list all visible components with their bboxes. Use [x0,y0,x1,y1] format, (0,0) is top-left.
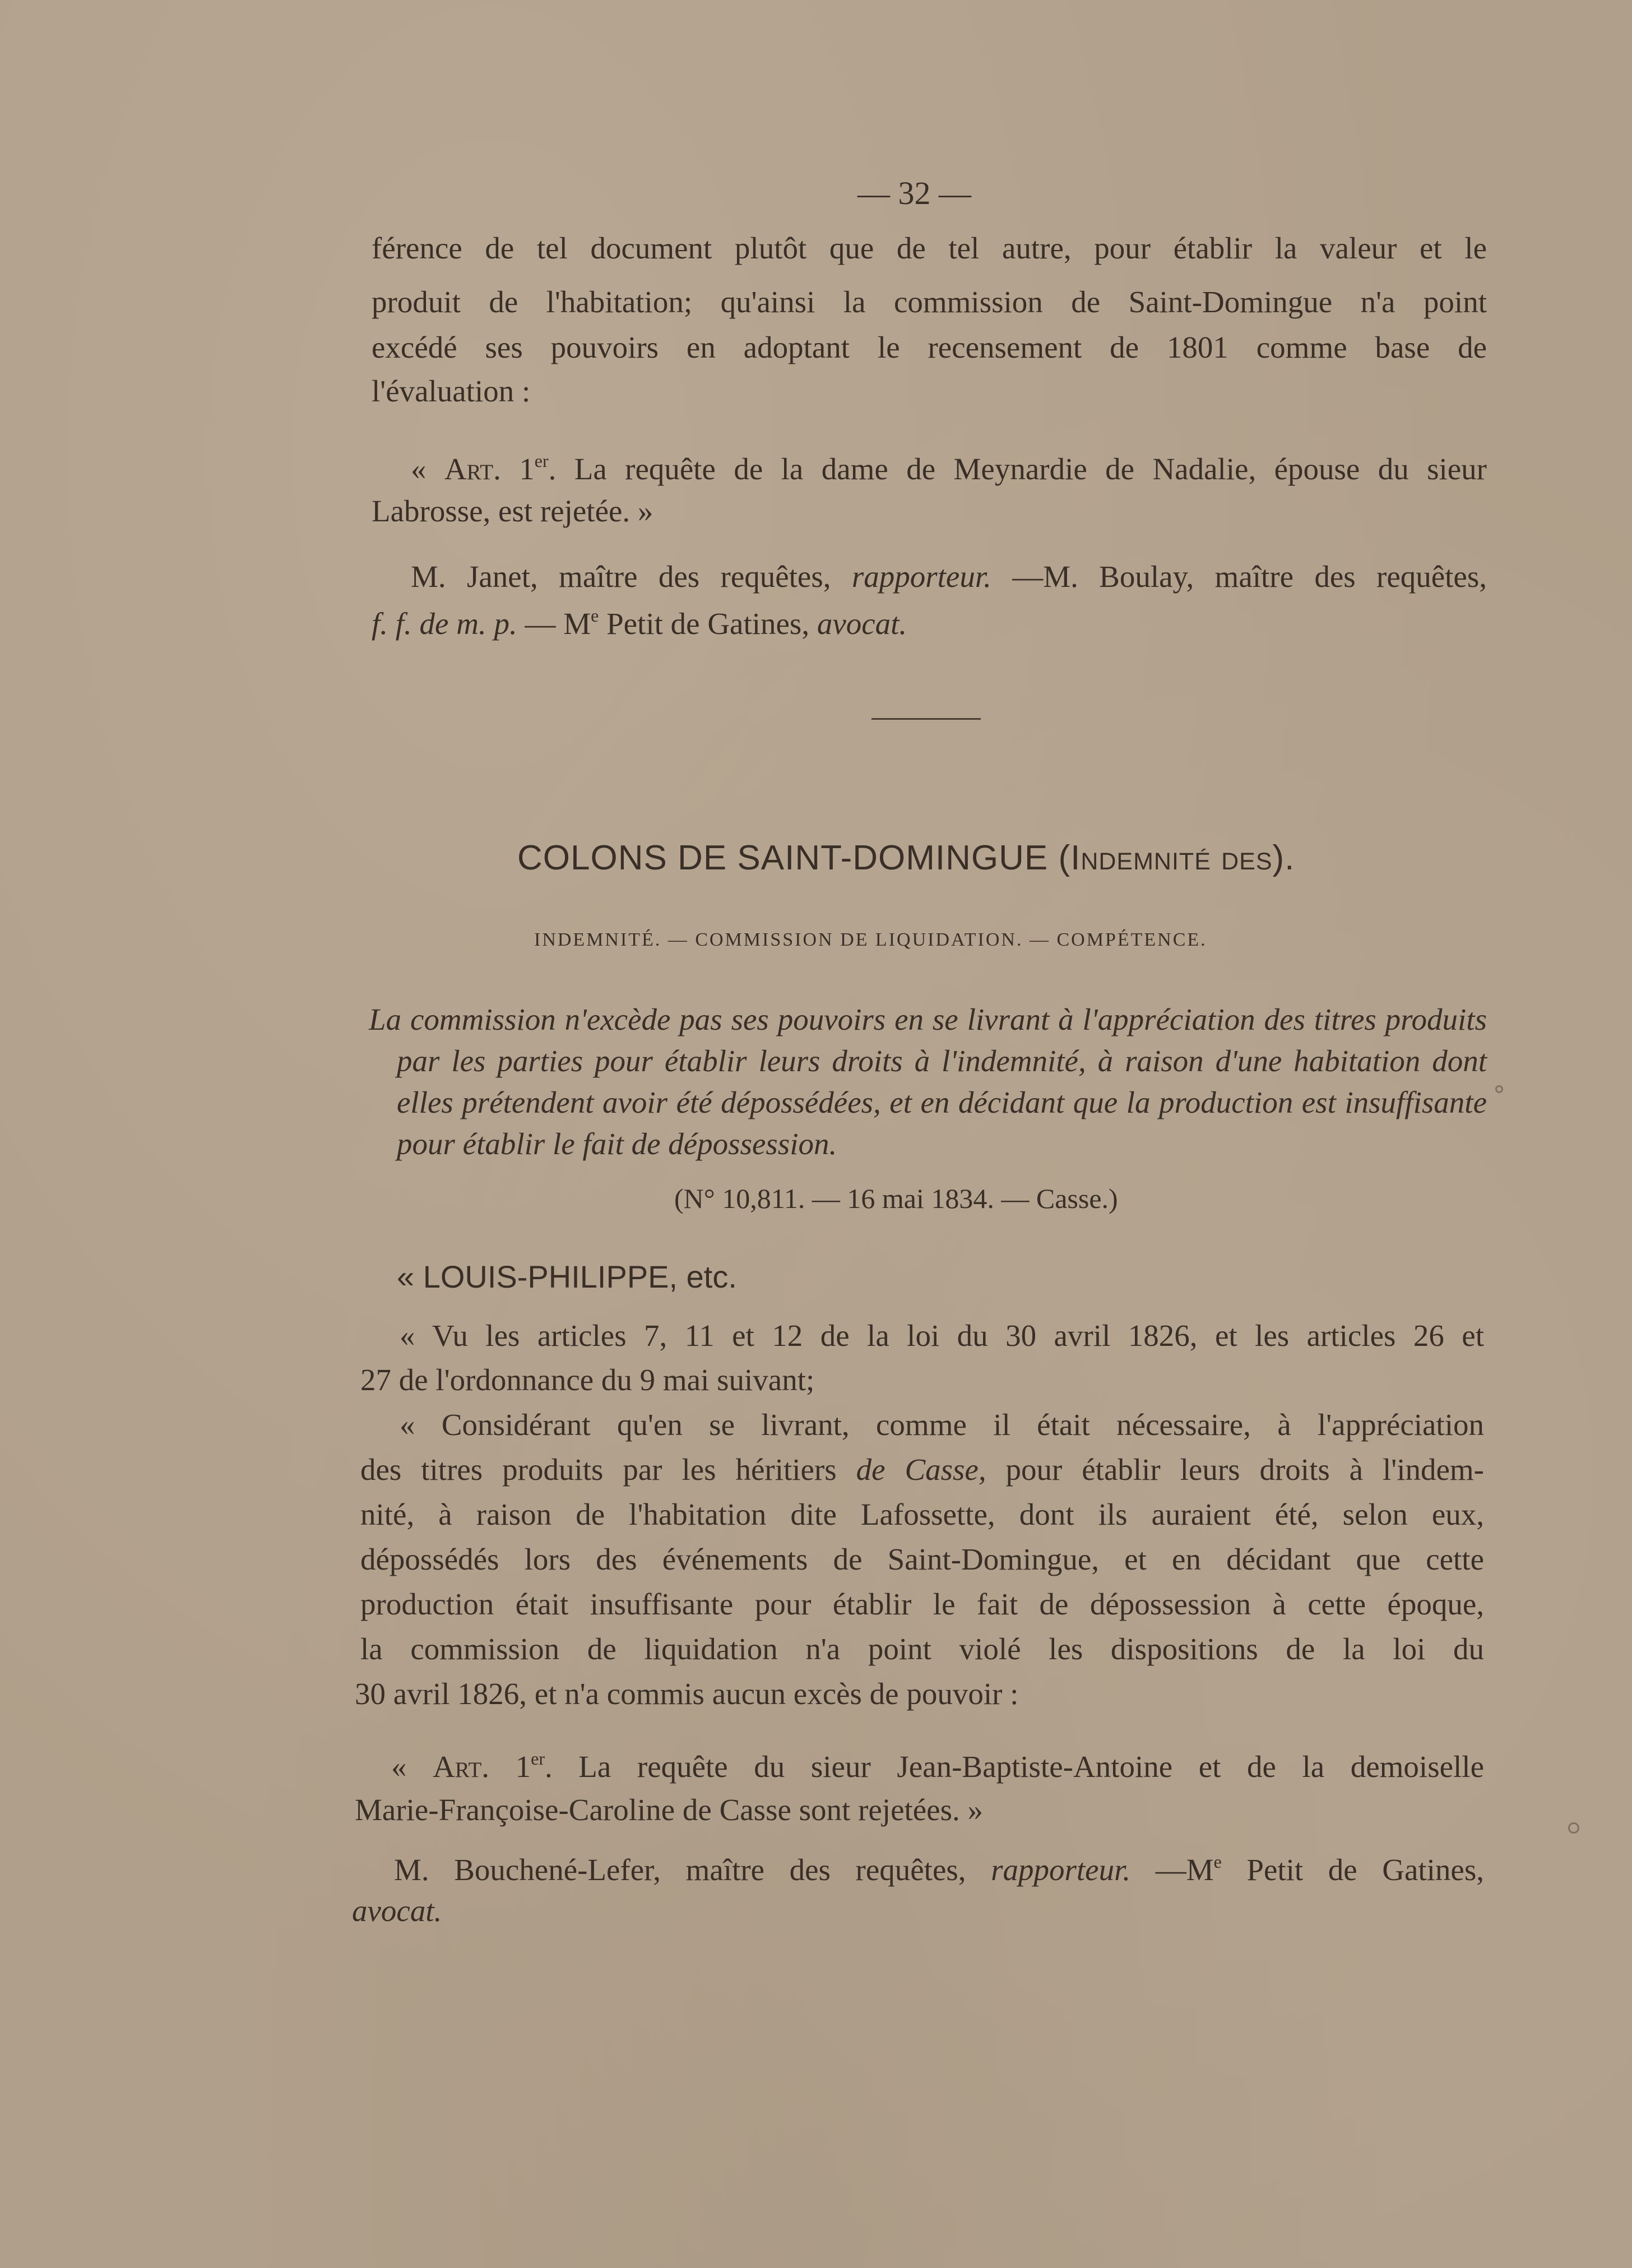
scan-mark [1568,1822,1579,1834]
text-line: 30 avril 1826, et n'a commis aucun excès de pouvoir : [355,1677,1019,1711]
credit-role: rapporteur. [991,1853,1131,1887]
credit-role: rapporteur. [851,559,991,594]
title-text: COLONS DE SAINT-DOMINGUE ( [517,839,1071,877]
article-number: 1 [500,452,535,486]
king-name: « LOUIS-PHILIPPE, etc. [397,1259,737,1294]
article-line [411,452,1487,484]
credit-text: M. Bouchené-Lefer, maître des requêtes, [394,1853,991,1887]
article-text: . La requête de la dame de Meynardie de Nadalie, épouse du sieur [548,452,1487,486]
ordinal-superscript: er [534,451,549,471]
credit-text: M. Janet, maître des requêtes, [411,559,852,594]
summary-line: par les parties pour établir leurs droits à l'indemnité, à raison d'une habitation dont [397,1044,1487,1078]
text-line: dépossédés lors des événements de Saint-Domingue, et en décidant que cette [360,1542,1484,1576]
article-abbr: Art. [444,452,501,486]
text-line: production était insuffisante pour établir le fait de dépossession à cette époque, [360,1587,1484,1621]
credit-text: —M [1130,1853,1214,1887]
text-line: l'évaluation : [372,374,531,408]
credits-line [411,561,1487,592]
text-line [360,1454,1484,1485]
text-line: férence de tel document plutôt que de tel autre, pour établir la valeur et le [372,231,1487,265]
credit-text: —M. Boulay, maître des requêtes, [991,559,1487,594]
title-subtext: Indemnité des [1070,839,1273,877]
credits-line [372,607,907,639]
text-line: Marie-Françoise-Caroline de Casse sont rejetées. » [355,1793,984,1827]
credit-role: avocat. [817,607,907,641]
section-keywords: INDEMNITÉ. — COMMISSION DE LIQUIDATION. — COMPÉTENCE. [534,929,1207,950]
credit-text: — M [517,607,591,641]
title-text: ). [1272,839,1295,877]
summary-line: elles prétendent avoir été dépossédées, et en décidant que la production est insuffisante [397,1085,1487,1119]
text-line: la commission de liquidation n'a point violé les dispositions de la loi du [360,1632,1484,1666]
text-line: « Vu les articles 7, 11 et 12 de la loi du 30 avril 1826, et les articles 26 et [400,1318,1484,1353]
credit-text: Petit de Gatines, [599,607,817,641]
scan-mark [1495,1085,1503,1093]
name-italic: de Casse, [856,1452,986,1487]
ordinal-superscript: er [531,1748,545,1769]
text-segment: pour établir leurs droits à l'indem- [986,1452,1484,1487]
text-line: produit de l'habitation; qu'ainsi la commission de Saint-Domingue n'a point [372,285,1487,319]
article-line [391,1749,1484,1782]
credit-superscript: e [1213,1852,1222,1872]
case-reference: (N° 10,811. — 16 mai 1834. — Casse.) [674,1183,1118,1214]
text-segment: des titres produits par les héritiers [360,1452,856,1487]
text-line: excédé ses pouvoirs en adoptant le recensement de 1801 comme base de [372,330,1487,364]
text-line: Labrosse, est rejetée. » [372,494,653,528]
credit-role: f. f. de m. p. [372,607,517,641]
text-line: « Considérant qu'en se livrant, comme il était nécessaire, à l'appréciation [400,1408,1484,1442]
summary-line: pour établir le fait de dépossession. [397,1127,837,1161]
article-text: . La requête du sieur Jean-Baptiste-Antoine et de la demoiselle [544,1749,1484,1784]
article-number: 1 [489,1749,531,1784]
text-line: nité, à raison de l'habitation dite Lafossette, dont ils auraient été, selon eux, [360,1497,1484,1531]
section-title [517,841,1295,876]
text-line: 27 de l'ordonnance du 9 mai suivant; [360,1363,815,1397]
section-divider [871,718,981,720]
credits-line: avocat. [352,1894,442,1928]
summary-line: La commission n'excède pas ses pouvoirs en se livrant à l'appréciation des titres produits [369,1002,1487,1036]
credit-superscript: e [591,605,599,626]
page-number: — 32 — [857,175,971,211]
credit-text: Petit de Gatines, [1221,1853,1485,1887]
quote-mark: « [391,1749,433,1784]
credits-line [394,1853,1484,1885]
article-abbr: Art. [433,1749,490,1784]
quote-mark: « [411,452,444,486]
